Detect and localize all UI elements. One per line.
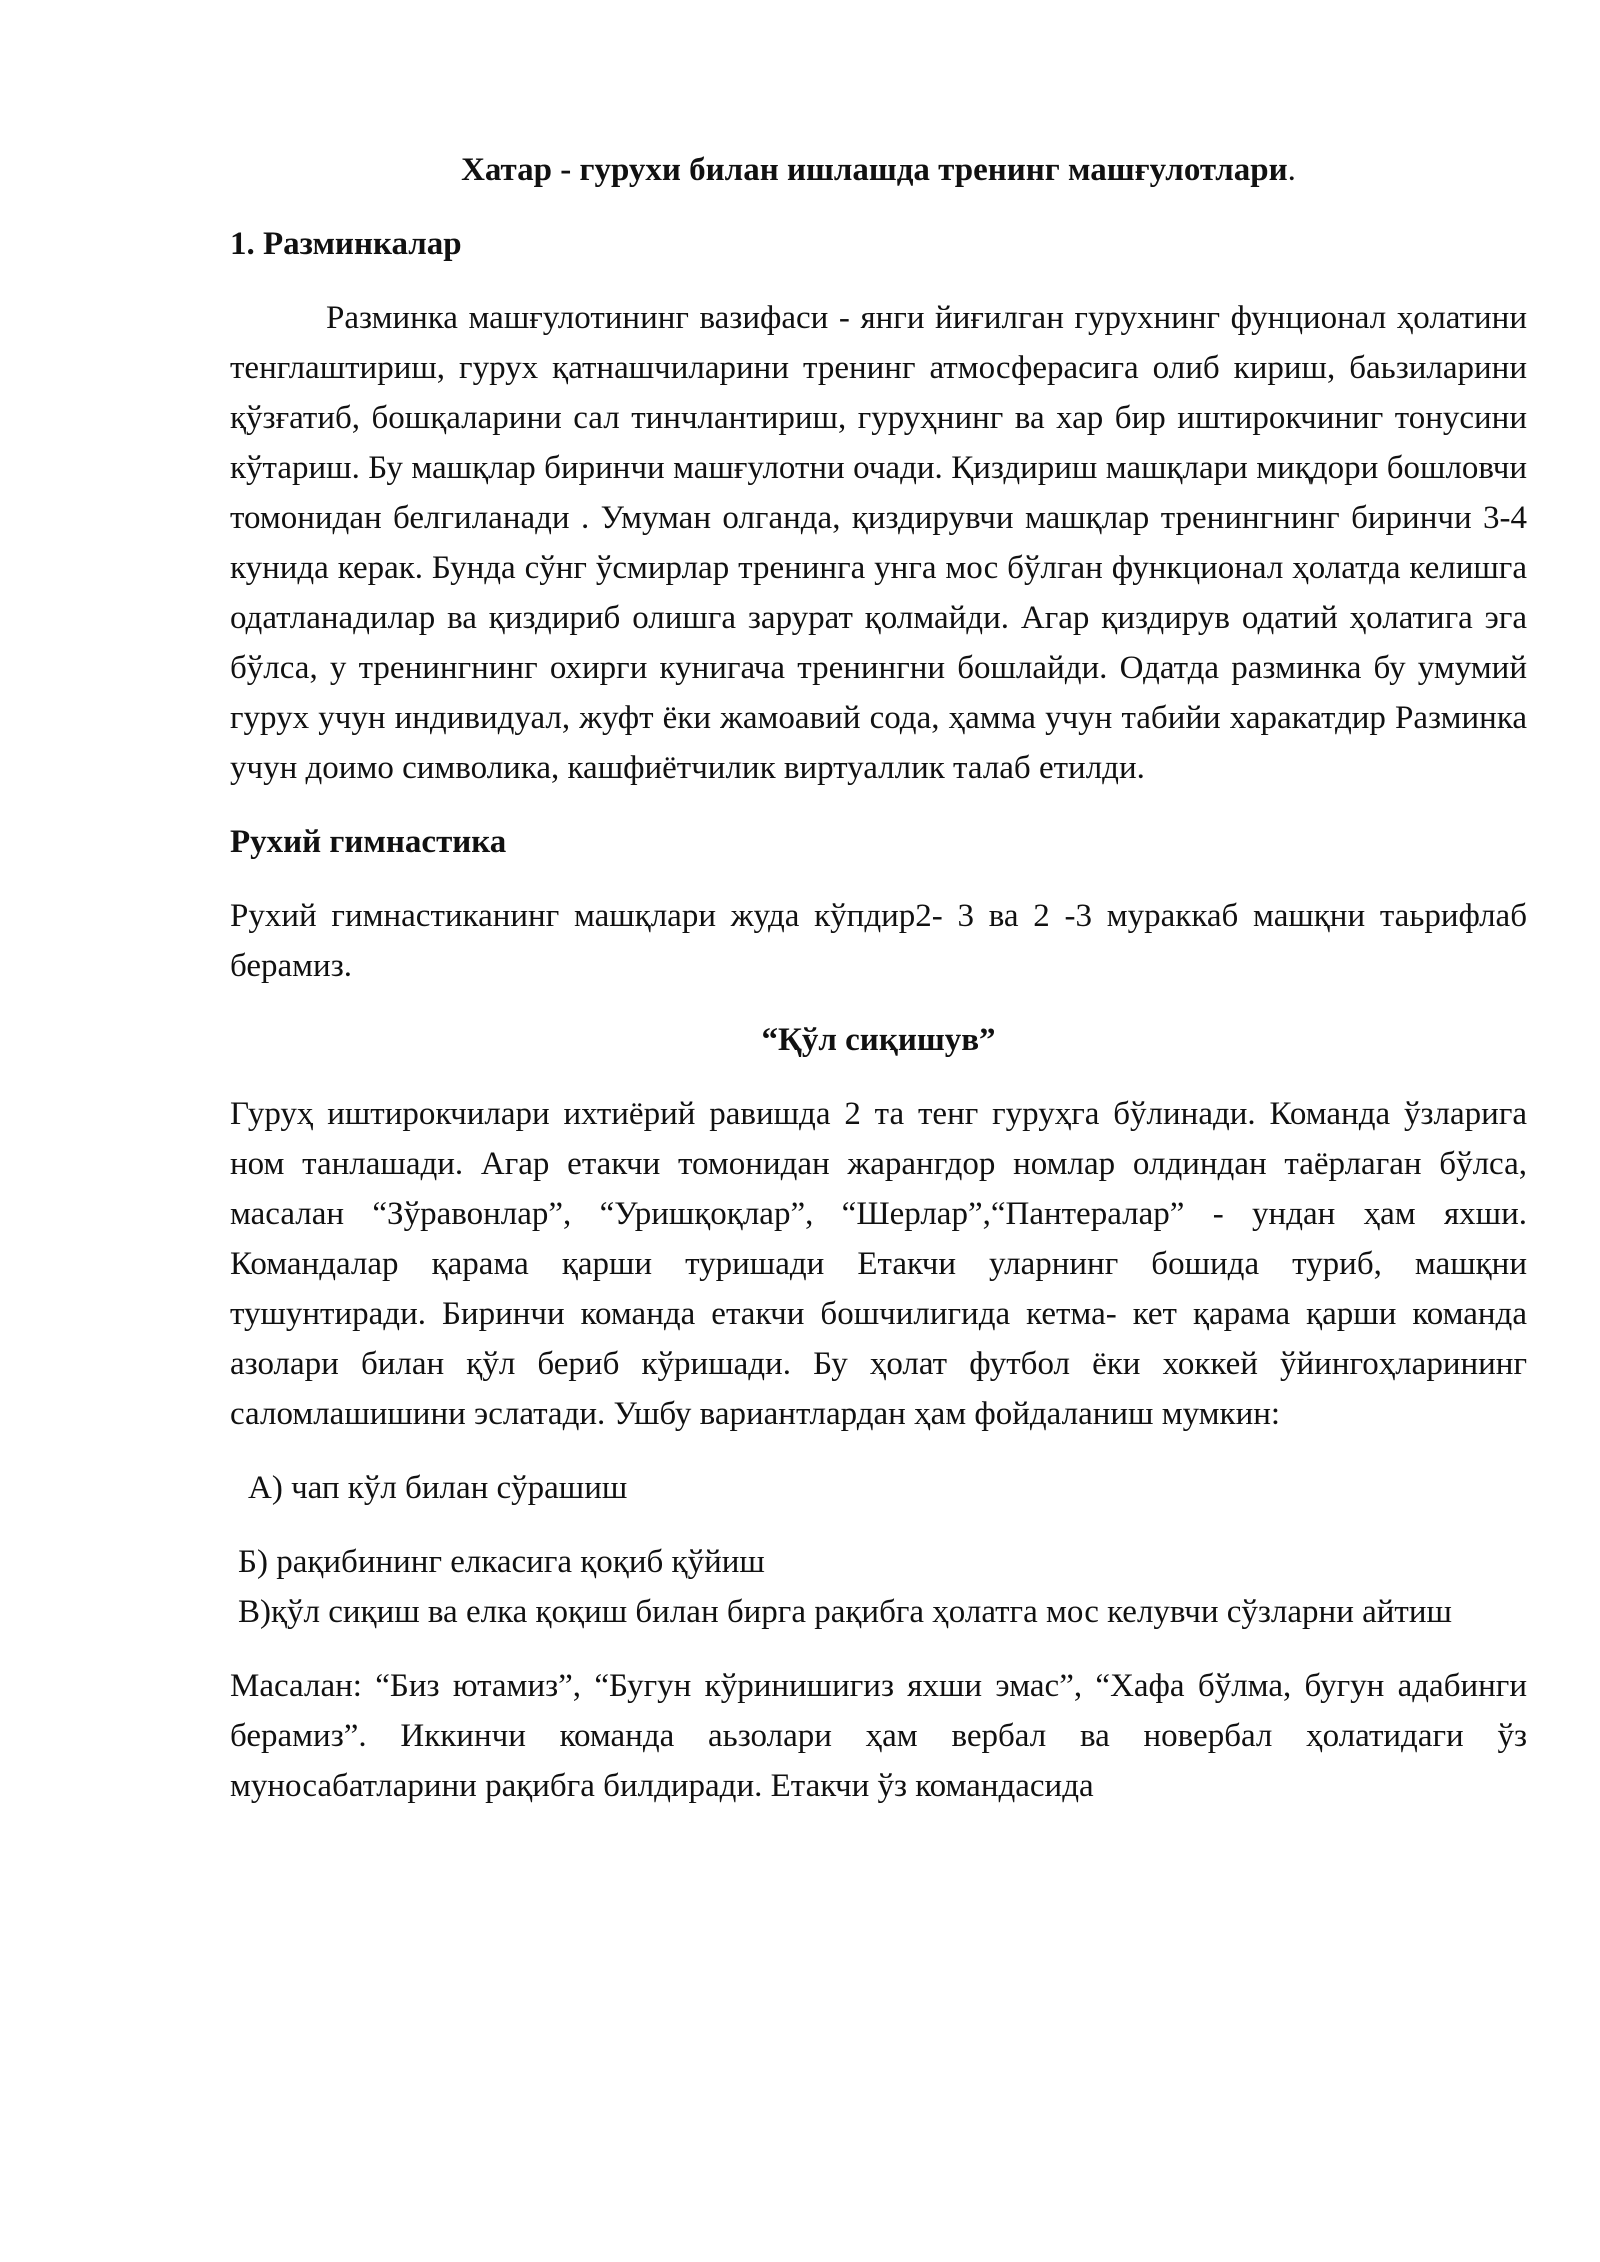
- variant-item: В)қўл сиқиш ва елка қоқиш билан бирга рақибга ҳолатга мос келувчи сўзларни айтиш: [238, 1594, 1452, 1630]
- document-title: [230, 145, 1527, 195]
- psychogymnastics-paragraph: Рухий гимнастиканинг машқлари жуда кўпдир2- 3 ва 2 -3 мураккаб машқни таьрифлаб берамиз.: [230, 898, 1527, 984]
- section-heading-psychogymnastics: Рухий гимнастика: [230, 824, 507, 860]
- exercise-title: “Қўл сиқишув”: [761, 1022, 996, 1058]
- exercise-paragraph: Гуруҳ иштирокчилари ихтиёрий равишда 2 та тенг гуруҳга бўлинади. Команда ўзларига ном танлашади. Агар етакчи томонидан жарангдор номлар олдиндан таёрлаган бўлса, масалан “Зўравонлар”, “Уришқоқлар”, “Шерлар”,“Пантералар” - ундан ҳам яхши. Командалар қарама қарши туришади Етакчи уларнинг бошида туриб, машқни тушунтиради. Биринчи команда етакчи бошчилигида кетма- кет қарама қарши команда азолари билан қўл бериб кўришади. Бу ҳолат футбол ёки хоккей ўйингоҳларининг саломлашишини эслатади. Ушбу вариантлардан ҳам фойдаланиш мумкин:: [230, 1096, 1527, 1432]
- variant-item: Б) рақибининг елкасига қоқиб қўйиш: [238, 1544, 765, 1580]
- example-paragraph: Масалан: “Биз ютамиз”, “Бугун кўринишигиз яхши эмас”, “Хафа бўлма, бугун адабинги берамиз”. Иккинчи команда аьзолари ҳам вербал ва новербал ҳолатидаги ўз муносабатларини рақибга билдиради. Етакчи ўз командасида: [230, 1668, 1527, 1804]
- section-heading-warmups: 1. Разминкалар: [230, 226, 462, 262]
- variant-item: А) чап кўл билан сўрашиш: [248, 1470, 628, 1506]
- warmup-paragraph: Разминка машғулотининг вазифаси - янги йиғилган гурухнинг фунционал ҳолатини тенглаштириш, гурух қатнашчиларини тренинг атмосферасига олиб кириш, баьзиларини қўзғатиб, бошқаларини сал тинчлантириш, гуруҳнинг ва хар бир иштирокчиниг тонусини кўтариш. Бу машқлар биринчи машғулотни очади. Қиздириш машқлари миқдори бошловчи томонидан белгиланади . Умуман олганда, қиздирувчи машқлар тренингнинг биринчи 3-4 кунида керак. Бунда сўнг ўсмирлар тренинга унга мос бўлган функционал ҳолатда келишга одатланадилар ва қиздириб олишга зарурат қолмайди. Агар қиздирув одатий ҳолатига эга бўлса, у тренингнинг охирги кунигача тренингни бошлайди. Одатда разминка бу умумий гурух учун индивидуал, жуфт ёки жамоавий сода, ҳамма учун табийи харакатдир Разминка учун доимо символика, кашфиётчилик виртуаллик талаб етилди.: [230, 300, 1527, 786]
- document-body: [230, 145, 1527, 1835]
- document-title-text: Хатар - гурухи билан ишлашда тренинг машғулотлари: [461, 152, 1288, 188]
- document-title-punct: .: [1287, 152, 1296, 188]
